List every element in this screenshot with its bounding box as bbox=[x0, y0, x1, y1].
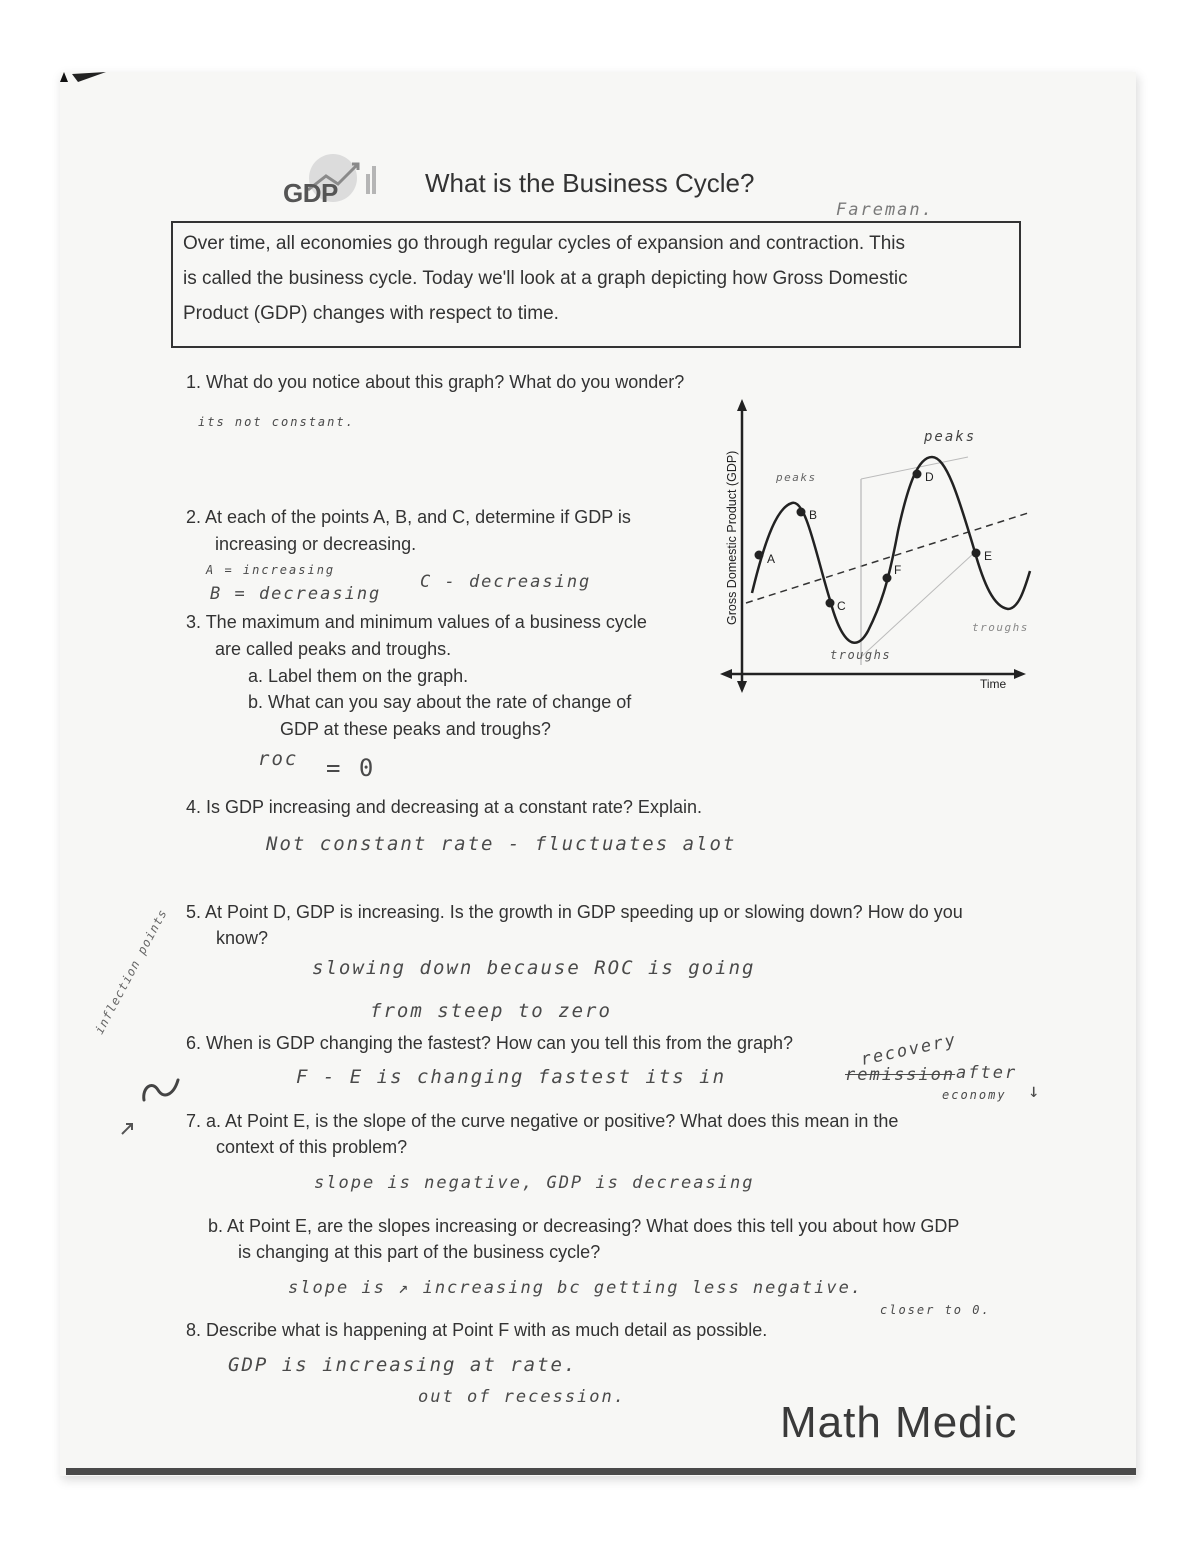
question-1: 1. What do you notice about this graph? What do you wonder? bbox=[186, 372, 685, 392]
handwritten-peaks-1: peaks bbox=[776, 471, 817, 484]
point-c-label: C bbox=[837, 599, 846, 613]
student-name: Fareman. bbox=[836, 200, 934, 220]
question-3b-line-2: GDP at these peaks and troughs? bbox=[280, 719, 551, 739]
point-e bbox=[972, 549, 981, 558]
answer-7b-line-1: slope is ↗ increasing bc getting less negative. bbox=[288, 1278, 864, 1298]
answer-6-crossed: remission bbox=[845, 1065, 956, 1085]
point-f-label: F bbox=[894, 563, 902, 577]
answer-2-c: C - decreasing bbox=[420, 572, 592, 592]
question-7b-line-2: is changing at this part of the business cycle? bbox=[238, 1242, 601, 1262]
answer-6-economy: economy bbox=[942, 1088, 1007, 1102]
logo-text: GDP bbox=[283, 178, 338, 208]
business-cycle-graph bbox=[718, 395, 1038, 695]
answer-2-a: A = increasing bbox=[206, 563, 336, 577]
answer-4: Not constant rate - fluctuates alot bbox=[266, 833, 737, 855]
margin-note: inflection points bbox=[92, 906, 171, 1037]
page-bottom-edge bbox=[66, 1468, 1136, 1475]
question-5-line-1: 5. At Point D, GDP is increasing. Is the growth in GDP speeding up or slowing down? How do you bbox=[186, 902, 963, 922]
intro-line-2: is called the business cycle. Today we'll look at a graph depicting how Gross Domestic bbox=[183, 268, 908, 289]
x-axis-arrow bbox=[1014, 669, 1026, 679]
answer-7a: slope is negative, GDP is decreasing bbox=[314, 1173, 755, 1193]
point-f bbox=[883, 574, 892, 583]
y-axis-arrow bbox=[737, 399, 747, 411]
handwritten-peaks-2: peaks bbox=[924, 429, 977, 445]
question-8: 8. Describe what is happening at Point F with as much detail as possible. bbox=[186, 1320, 768, 1340]
point-c bbox=[826, 599, 835, 608]
question-7a-line-1: 7. a. At Point E, is the slope of the curve negative or positive? What does this mean in the bbox=[186, 1111, 899, 1131]
point-a bbox=[755, 551, 764, 560]
y-axis-label: Gross Domestic Product (GDP) bbox=[725, 450, 739, 625]
answer-5-line-1: slowing down because ROC is going bbox=[312, 957, 756, 979]
point-a-label: A bbox=[767, 552, 776, 566]
point-b-label: B bbox=[809, 508, 818, 522]
answer-1: its not constant. bbox=[198, 415, 355, 429]
answer-6-correction: recovery bbox=[858, 1030, 959, 1070]
intro-line-3: Product (GDP) changes with respect to time. bbox=[183, 303, 559, 324]
answer-6-arrow: ↓ bbox=[1028, 1080, 1042, 1102]
question-3-line-1: 3. The maximum and minimum values of a business cycle bbox=[186, 612, 647, 632]
guide-line-troughs bbox=[861, 553, 974, 657]
answer-8-line-1: GDP is increasing at rate. bbox=[228, 1354, 578, 1376]
handwritten-troughs-1: troughs bbox=[830, 648, 892, 662]
corner-mark bbox=[58, 68, 108, 84]
answer-3b-zero: = 0 bbox=[326, 754, 376, 782]
point-b bbox=[797, 508, 806, 517]
page-title: What is the Business Cycle? bbox=[425, 168, 755, 198]
intro-line-1: Over time, all economies go through regular cycles of expansion and contraction. This bbox=[183, 233, 906, 254]
answer-5-line-2: from steep to zero bbox=[370, 1000, 612, 1022]
math-medic-logo: Math Medic bbox=[780, 1398, 1018, 1447]
tilde-mark bbox=[138, 1072, 184, 1106]
question-3b-line-1: b. What can you say about the rate of change of bbox=[248, 692, 632, 712]
question-7a-line-2: context of this problem? bbox=[216, 1137, 408, 1157]
arrow-mark bbox=[120, 1120, 136, 1136]
point-d bbox=[913, 470, 922, 479]
answer-8-line-2: out of recession. bbox=[418, 1387, 626, 1407]
point-e-label: E bbox=[984, 549, 993, 563]
question-5-line-2: know? bbox=[216, 928, 269, 948]
answer-2-b: B = decreasing bbox=[210, 584, 382, 604]
question-7b-line-1: b. At Point E, are the slopes increasing or decreasing? What does this tell you about how GDP bbox=[208, 1216, 960, 1236]
answer-6-after: after bbox=[956, 1063, 1018, 1083]
point-d-label: D bbox=[925, 470, 934, 484]
question-3-line-2: are called peaks and troughs. bbox=[215, 639, 452, 659]
question-6: 6. When is GDP changing the fastest? How can you tell this from the graph? bbox=[186, 1033, 793, 1053]
x-axis-label: Time bbox=[980, 677, 1007, 691]
answer-3b-roc: roc bbox=[258, 748, 299, 770]
answer-7b-line-2: closer to 0. bbox=[880, 1303, 991, 1317]
question-2-line-1: 2. At each of the points A, B, and C, determine if GDP is bbox=[186, 507, 631, 527]
answer-6: F - E is changing fastest its in bbox=[296, 1066, 727, 1088]
question-3a: a. Label them on the graph. bbox=[248, 666, 469, 686]
question-2-line-2: increasing or decreasing. bbox=[215, 534, 417, 554]
question-4: 4. Is GDP increasing and decreasing at a constant rate? Explain. bbox=[186, 797, 702, 817]
handwritten-troughs-2: troughs bbox=[972, 621, 1029, 634]
